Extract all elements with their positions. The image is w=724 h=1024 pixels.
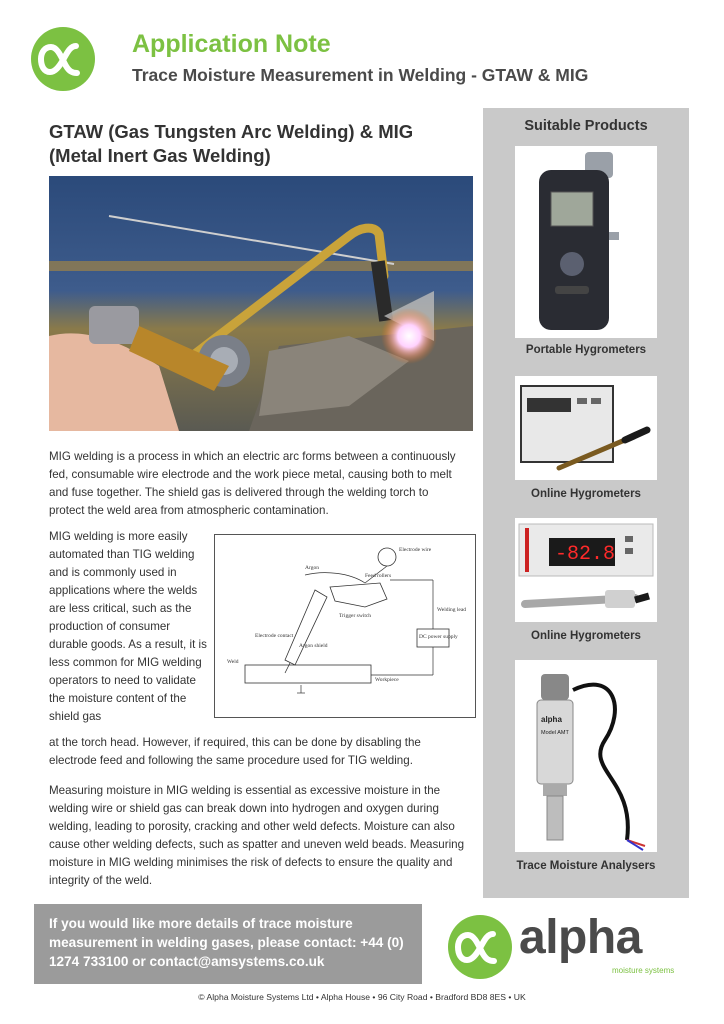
alpha-brand-logo-icon [447,914,513,980]
paragraph-mig-automation: MIG welding is more easily automated than TIG welding and is commonly used in applications where the welds are less critical, such as the production of consumer durable goods. As a result, it is less common for MIG welding operators to need to validate the moisture content of the shield gas [49,530,207,723]
page-title: Application Note [132,30,331,58]
portable-hygrometer-image [515,146,657,338]
product-card-online-hygrometer-2[interactable] [515,518,657,622]
sidebar-title: Suitable Products [524,118,648,134]
paragraph-tig-procedure: at the torch head. However, if required, this can be done by disabling the electrode feed and following the same procedure used for TIG welding. [49,736,421,767]
paragraph-moisture-importance: Measuring moisture in MIG welding is essential as excessive moisture in the welding wire or shield gas can break down into hydrogen and oxygen during welding, leading to porosity, cracking and other weld defects. Moisture can also cause other welding defects, such as spatter and uneven weld beads. Measuring moisture in MIG welding minimises the risk of defects to ensure the quality and integrity of the weld. [49,784,465,887]
product-card-trace-moisture-analyser[interactable] [515,660,657,852]
suitable-products-sidebar [483,108,689,898]
footer-address: © Alpha Moisture Systems Ltd • Alpha House • 96 City Road • Bradford BD8 8ES • UK [198,992,526,1002]
diagram-label: DC power supply [419,634,458,640]
product-card-online-hygrometer[interactable] [515,376,657,480]
alpha-logo-icon [30,26,96,92]
diagram-label: Welding lead [437,607,467,613]
paragraph-mig-intro: MIG welding is a process in which an electric arc forms between a continuously fed, consumable wire electrode and the work piece metal, causing both to melt and fuse together. The shield gas is delivered through the welding torch to protect the weld area from atmospheric contamination. [49,450,456,517]
product-card-portable-hygrometer[interactable] [515,146,657,338]
diagram-label: Weld [227,659,239,665]
analyser-brand-text: alpha [541,715,562,724]
welding-photo [49,176,473,431]
diagram-label: Argon [305,565,319,571]
diagram-label: Argon shield [299,643,328,649]
brand-wordmark: alpha [519,911,642,964]
analyser-model-text: Model AMT [541,730,569,736]
contact-box [34,904,422,984]
online-hygrometer-display-image [515,518,657,622]
diagram-label: Electrode wire [399,547,432,553]
trace-moisture-analyser-image [515,660,657,852]
page-subtitle: Trace Moisture Measurement in Welding - GTAW & MIG [132,65,589,85]
display-readout: -82.8 [555,543,616,566]
diagram-label: Feed rollers [365,573,392,579]
brand-tagline: moisture systems [612,966,675,975]
section-heading: GTAW (Gas Tungsten Arc Welding) & MIG (Metal Inert Gas Welding) [49,121,414,166]
online-hygrometer-image [515,376,657,480]
diagram-label: Workpiece [375,677,399,683]
mig-welding-diagram [214,534,476,718]
product-label: Online Hygrometers [531,488,641,500]
contact-text: If you would like more details of trace moisture measurement in welding gases, please contact: +44 (0) 1274 733100 or contact@amsystems.co.uk [49,916,404,969]
product-label: Trace Moisture Analysers [516,860,656,872]
product-label: Portable Hygrometers [525,344,647,356]
product-label: Online Hygrometers [531,630,641,642]
diagram-label: Electrode contact [255,633,294,639]
diagram-label: Trigger switch [339,613,372,619]
